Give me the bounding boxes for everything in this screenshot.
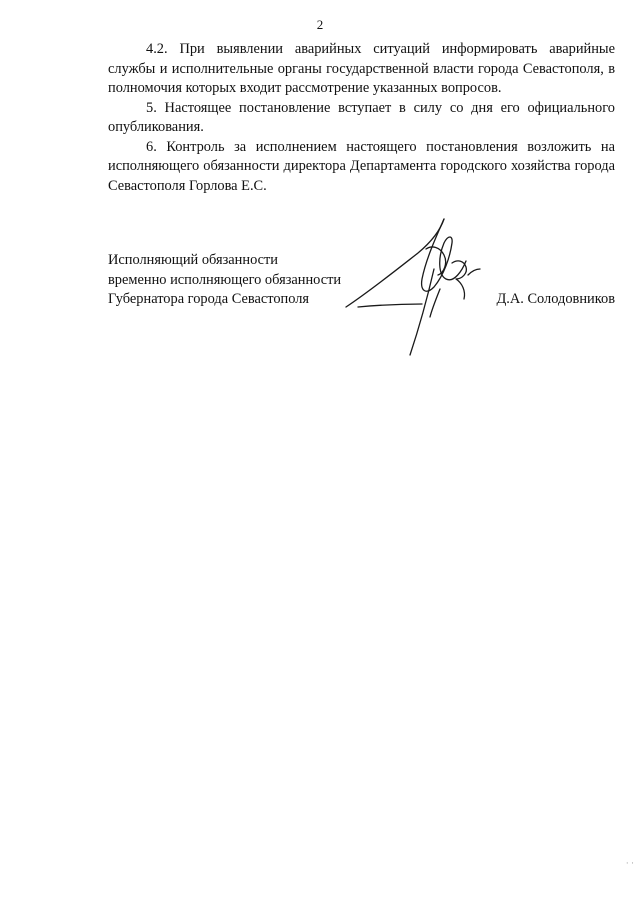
signer-name: Д.А. Солодовников bbox=[496, 291, 615, 307]
signer-title-line-1: Исполняющий обязанности bbox=[108, 252, 279, 268]
document-body bbox=[108, 40, 615, 196]
handwritten-signature bbox=[340, 209, 490, 359]
signer-title-line-3: Губернатора города Севастополя bbox=[108, 291, 310, 307]
edge-marks: · · bbox=[625, 858, 634, 868]
page-number: 2 bbox=[316, 17, 324, 32]
paragraph-6: 6. Контроль за исполнением настоящего постановления возложить на исполняющего обязанности директора Департамента городского хозяйства города Севастополя Горлова Е.С. bbox=[108, 138, 615, 194]
paragraph-5: 5. Настоящее постановление вступает в силу со дня его официального опубликования. bbox=[108, 99, 615, 135]
paragraph-4-2: 4.2. При выявлении аварийных ситуаций информировать аварийные службы и исполнительные органы государственной власти города Севастополя, в полномочия которых входит рассмотрение указанных вопросов. bbox=[108, 41, 615, 96]
signer-title bbox=[108, 251, 341, 310]
signature-block bbox=[108, 251, 615, 371]
signer-title-line-2: временно исполняющего обязанности bbox=[108, 271, 342, 288]
